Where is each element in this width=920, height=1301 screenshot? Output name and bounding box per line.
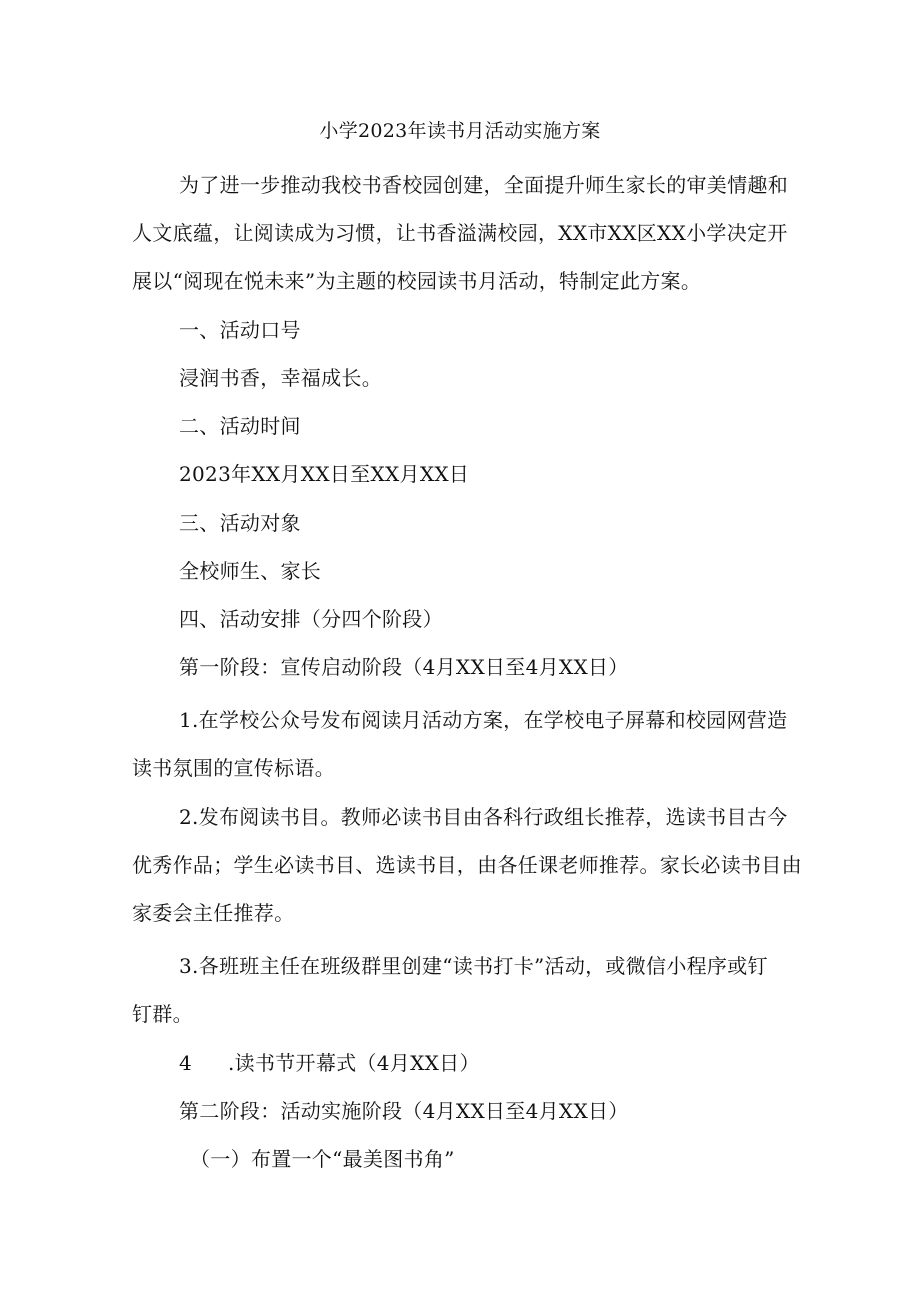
section-heading-audience: 三、活动对象 xyxy=(179,511,301,535)
item-1-line-2: 读书氛围的宣传标语。 xyxy=(132,756,335,780)
section-heading-arrangement: 四、活动安排（分四个阶段） xyxy=(179,607,443,631)
item-2-line-2: 优秀作品；学生必读书目、选读书目，由各任课老师推荐。家长必读书目由 xyxy=(132,853,802,877)
phase-heading-1: 第一阶段：宣传启动阶段（4月XX日至4月XX日） xyxy=(179,655,629,679)
item-4-text: .读书节开幕式（4月XX日） xyxy=(228,1051,480,1075)
phase-heading-2: 第二阶段：活动实施阶段（4月XX日至4月XX日） xyxy=(179,1099,629,1123)
section-heading-time: 二、活动时间 xyxy=(179,414,301,438)
item-3-line-2: 钉群。 xyxy=(132,1002,193,1026)
item-2-line-3: 家委会主任推荐。 xyxy=(132,901,295,925)
intro-line-1: 为了进一步推动我校书香校园创建，全面提升师生家长的审美情趣和 xyxy=(179,173,788,197)
section-text-audience: 全校师生、家长 xyxy=(179,559,322,583)
section-text-time: 2023年XX月XX日至XX月XX日 xyxy=(179,462,470,486)
item-1-line-1: 1.在学校公众号发布阅读月活动方案，在学校电子屏幕和校园网营造 xyxy=(179,708,788,732)
item-2-line-1: 2.发布阅读书目。教师必读书目由各科行政组长推荐，选读书目古今 xyxy=(179,805,788,829)
intro-line-2: 人文底蕴，让阅读成为习惯，让书香溢满校园，XX市XX区XX小学决定开 xyxy=(132,221,788,245)
item-3-line-1: 3.各班班主任在班级群里创建“读书打卡”活动，或微信小程序或钉 xyxy=(179,954,768,978)
subsection-heading-1: （一）布置一个“最美图书角” xyxy=(190,1147,455,1171)
section-heading-slogan: 一、活动口号 xyxy=(179,318,301,342)
document-title: 小学2023年读书月活动实施方案 xyxy=(319,120,601,142)
section-text-slogan: 浸润书香，幸福成长。 xyxy=(179,366,382,390)
item-4-number: 4 xyxy=(179,1051,193,1075)
intro-line-3: 展以“阅现在悦未来”为主题的校园读书月活动，特制定此方案。 xyxy=(132,269,702,293)
